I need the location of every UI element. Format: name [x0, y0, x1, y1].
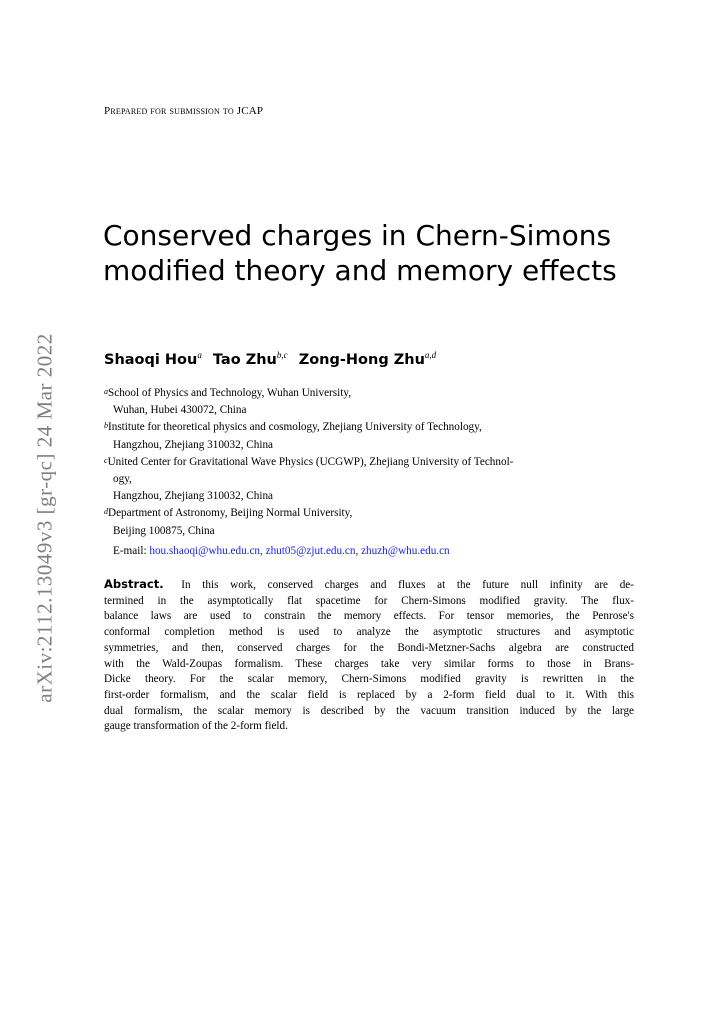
abstract-line: first-order formalism, and the scalar field is replaced by a 2-form field dual to it. With this — [104, 688, 634, 701]
author-name: Zong-Hong Zhu — [298, 352, 425, 368]
abstract-line: with the Wald-Zoupas formalism. These charges take very similar forms to those in Brans- — [104, 657, 634, 670]
title-line-2: modified theory and memory effects — [103, 254, 617, 287]
affiliation-line: ogy, — [113, 473, 132, 486]
author-2 — [213, 352, 288, 368]
affiliation-line — [104, 505, 644, 522]
arxiv-identifier-stamp: arXiv:2112.13049v3 [gr-qc] 24 Mar 2022 — [32, 333, 57, 703]
title-line-1: Conserved charges in Chern-Simons — [103, 219, 612, 252]
affiliation-line — [104, 454, 644, 471]
affiliation-line: Wuhan, Hubei 430072, China — [113, 404, 247, 417]
affiliation-text: School of Physics and Technology, Wuhan University, — [108, 387, 351, 399]
affiliation-b — [104, 419, 644, 453]
affiliation-mark: a — [104, 387, 108, 396]
author-3 — [299, 352, 436, 368]
abstract-text: In this work, conserved charges and fluxes at the future null infinity are de- — [181, 579, 634, 591]
email-label: E-mail: — [113, 545, 147, 557]
author-list — [104, 352, 442, 368]
author-name: Shaoqi Hou — [104, 352, 198, 368]
abstract-line: conformal completion method is used to analyze the asymptotic structures and asymptotic — [104, 626, 634, 639]
paper-title — [103, 218, 663, 288]
abstract-line: balance laws are used to constrain the memory effects. For tensor memories, the Penrose's — [104, 610, 634, 623]
abstract-line: symmetries, and then, conserved charges for the Bondi-Metzner-Sachs algebra are constructed — [104, 641, 634, 654]
affiliation-mark: c — [104, 455, 108, 465]
email-link-1[interactable]: hou.shaoqi@whu.edu.cn, — [149, 545, 263, 557]
abstract-line — [104, 577, 634, 594]
affiliation-text: United Center for Gravitational Wave Physics (UCGWP), Zhejiang University of Technol- — [107, 455, 514, 468]
affiliation-line — [104, 419, 644, 436]
email-link-2[interactable]: zhut05@zjut.edu.cn, — [265, 545, 359, 557]
abstract — [104, 577, 634, 735]
email-link-3[interactable]: zhuzh@whu.edu.cn — [361, 545, 450, 557]
affiliation-line — [104, 385, 644, 402]
abstract-line: gauge transformation of the 2-form field. — [104, 720, 288, 733]
affiliation-line: Hangzhou, Zhejiang 310032, China — [113, 438, 274, 451]
email-line — [113, 545, 450, 557]
affiliation-text: Institute for theoretical physics and cosmology, Zhejiang University of Technology, — [108, 421, 482, 434]
author-1 — [104, 352, 202, 368]
affiliation-line: Beijing 100875, China — [113, 524, 215, 537]
affiliation-text: Department of Astronomy, Beijing Normal University, — [108, 507, 353, 520]
author-name: Tao Zhu — [212, 352, 277, 368]
author-affiliation-mark: a — [197, 350, 202, 360]
affiliation-list — [104, 385, 644, 540]
affiliation-line: Hangzhou, Zhejiang 310032, China — [113, 490, 274, 503]
affiliation-mark: d — [104, 507, 108, 517]
abstract-line: termined in the asymptotically flat spacetime for Chern-Simons modified gravity. The flux- — [104, 594, 634, 607]
affiliation-d — [104, 505, 644, 539]
abstract-line: dual formalism, the scalar memory is described by the vacuum transition induced by the large — [104, 704, 634, 717]
submission-note: Prepared for submission to JCAP — [104, 105, 264, 117]
author-affiliation-mark: b,c — [276, 350, 288, 360]
author-affiliation-mark: a,d — [424, 350, 437, 360]
affiliation-mark: b — [104, 421, 108, 431]
abstract-line: Dicke theory. For the scalar memory, Chern-Simons modified gravity is rewritten in the — [104, 673, 634, 686]
affiliation-c — [104, 454, 644, 506]
affiliation-a — [104, 385, 644, 419]
abstract-heading: Abstract. — [104, 577, 164, 591]
